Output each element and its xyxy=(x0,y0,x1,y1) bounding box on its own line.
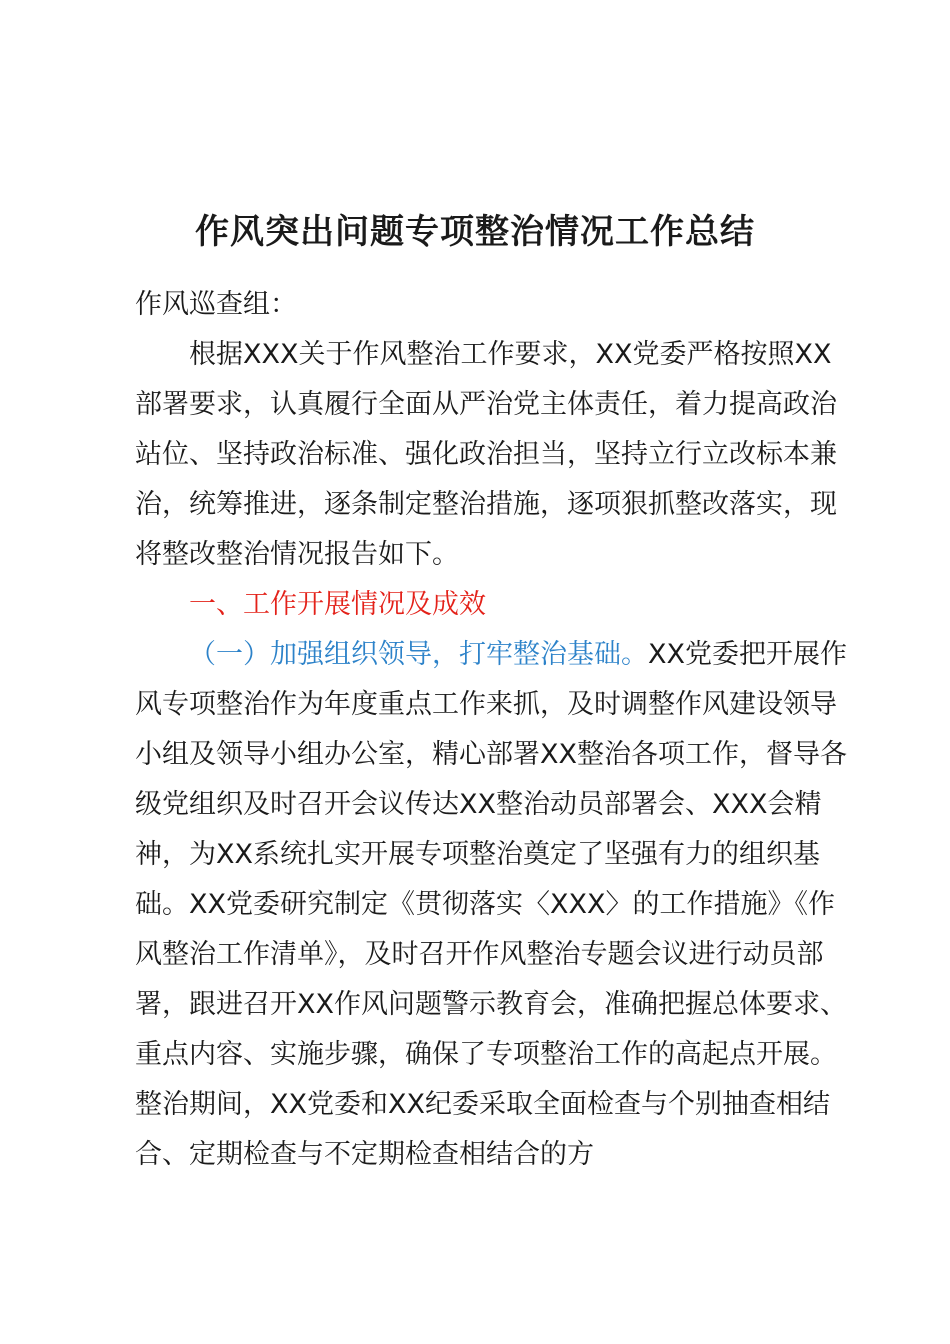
subsection-body: XX党委把开展作风专项整治作为年度重点工作来抓，及时调整作风建设领导小组及领导小组办公室，精心部署XX整治各项工作，督导各级党组织及时召开会议传达XX整治动员部署会、XXX会精神，为XX系统扎实开展专项整治奠定了坚强有力的组织基础。XX党委研究制定《贯彻落实〈XXX〉的工作措施》《作风整治工作清单》，及时召开作风整治专题会议进行动员部署，跟进召开XX作风问题警示教育会，准确把握总体要求、重点内容、实施步骤，确保了专项整治工作的高起点开展。整治期间，XX党委和XX纪委采取全面检查与个别抽查相结合、定期检查与不定期检查相结合的方 xyxy=(135,639,847,1170)
section-heading: 一、工作开展情况及成效 xyxy=(189,589,486,620)
subsection-paragraph xyxy=(135,630,850,1180)
document-title: 作风突出问题专项整治情况工作总结 xyxy=(195,212,755,252)
subsection-heading: （一）加强组织领导，打牢整治基础。 xyxy=(189,639,648,670)
salutation: 作风巡查组： xyxy=(135,289,297,320)
intro-paragraph: 根据XXX关于作风整治工作要求，XX党委严格按照XX部署要求，认真履行全面从严治党主体责任，着力提高政治站位、坚持政治标准、强化政治担当，坚持立行立改标本兼治，统筹推进，逐条制定整治措施，逐项狠抓整改落实，现将整改整治情况报告如下。 xyxy=(135,339,837,570)
